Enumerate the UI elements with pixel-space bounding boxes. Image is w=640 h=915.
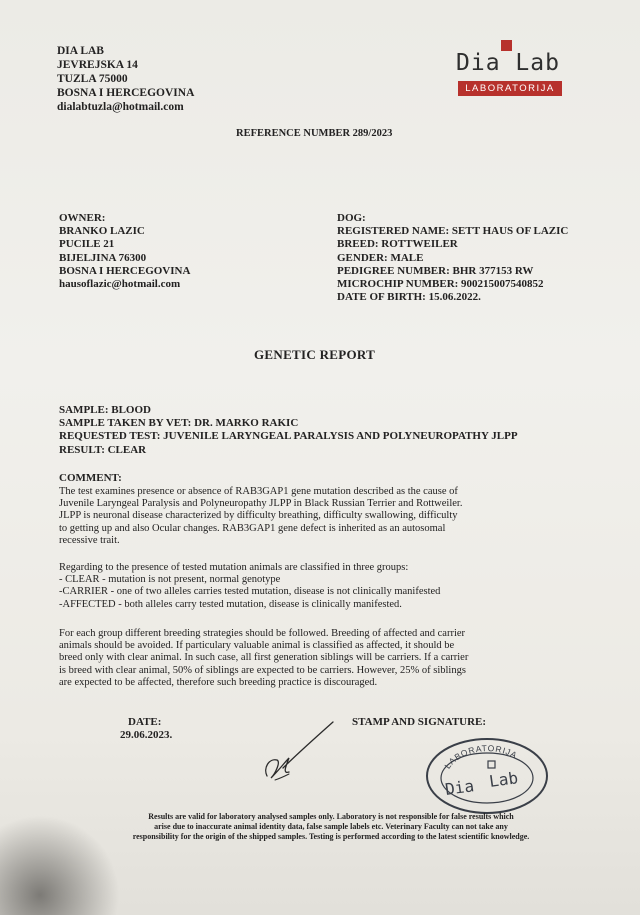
report-title: GENETIC REPORT [254,347,376,362]
paragraph-line: to getting up and also Ocular changes. RAB3GAP1 gene defect is inherited as an autosomal [59,522,446,534]
dog-microchip-number: MICROCHIP NUMBER: 900215007540852 [337,278,544,291]
stamp-ring-text: LABORATORIJA [442,743,520,771]
lab-name: DIA LAB [57,45,104,57]
footer-line: responsibility for the origin of the shipped samples. Testing is performed according to the latest scientific knowledge. [132,832,530,841]
owner-name: BRANKO LAZIC [59,225,145,238]
dog-date-of-birth: DATE OF BIRTH: 15.06.2022. [337,291,481,304]
paragraph-line: For each group different breeding strategies should be followed. Breeding of affected and carrier [59,628,466,639]
sample-type: SAMPLE: BLOOD [59,404,151,416]
owner-heading: OWNER: [59,212,106,224]
reference-number: REFERENCE NUMBER 289/2023 [236,128,393,139]
paragraph-line: recessive trait. [59,534,120,546]
dog-registered-name: REGISTERED NAME: SETT HAUS OF LAZIC [337,225,569,238]
comment-paragraph-1 [59,486,462,547]
date-label: DATE: [128,716,162,728]
paragraph-line: is breed with clear animal, 50% of siblings are expected to be carriers. However, 25% of siblings [59,664,466,676]
requested-test: REQUESTED TEST: JUVENILE LARYNGEAL PARALYSIS AND POLYNEUROPATHY JLPP [59,430,518,443]
paragraph-line: - CLEAR - mutation is not present, normal genotype [59,574,281,586]
footer-line: Results are valid for laboratory analysed samples only. Laboratory is not responsible for false results which [148,812,514,821]
footer-disclaimer [96,812,566,842]
logo-subtitle-bar: LABORATORIJA [458,81,562,96]
svg-text:LABORATORIJA [442,743,519,771]
paragraph-line: Regarding to the presence of tested mutation animals are classified in three groups: [59,562,409,573]
logo-word-dia: Dia [456,50,501,76]
lab-stamp [424,733,550,815]
paragraph-line: The test examines presence or absence of RAB3GAP1 gene mutation described as the cause of [59,486,458,497]
comment-heading: COMMENT: [59,472,122,484]
paragraph-line: are expected to be affected, therefore such breeding practice is discouraged. [59,676,378,688]
stamp-word-dia: Dia [443,776,476,799]
stamp-word-lab: Lab [487,768,520,791]
stamp-square [488,761,495,768]
dog-pedigree-number: PEDIGREE NUMBER: BHR 377153 RW [337,264,534,277]
dog-heading: DOG: [337,212,366,224]
paragraph-line: animals should be avoided. If particulary valuable animal is classified as affected, it should be [59,640,455,652]
dog-gender: GENDER: MALE [337,251,424,264]
lab-city: TUZLA 75000 [57,73,128,85]
lab-street: JEVREJSKA 14 [57,59,138,71]
owner-email: hausoflazic@hotmail.com [59,278,181,291]
owner-street: PUCILE 21 [59,238,115,251]
comment-paragraph-2 [59,562,440,611]
owner-block [59,212,190,291]
lab-address-block [57,44,194,114]
dog-breed: BREED: ROTTWEILER [337,238,458,251]
sample-vet: SAMPLE TAKEN BY VET: DR. MARKO RAKIC [59,417,299,430]
paragraph-line: Juvenile Laryngeal Paralysis and Polyneuropathy JLPP in Black Russian Terrier and Rottweiler. [59,498,463,510]
test-result: RESULT: CLEAR [59,443,147,456]
paragraph-line: JLPP is neuronal disease characterized by difficulty breathing, difficulty swallowing, difficulty [59,510,458,522]
lab-email: dialabtuzla@hotmail.com [57,101,184,113]
stamp-signature-label: STAMP AND SIGNATURE: [352,716,487,728]
dog-block [337,212,568,304]
dia-lab-logo [452,40,572,98]
paragraph-line: breed only with clear animal. In such case, all first generation siblings will be carriers. If a carrier [59,652,469,664]
sample-block [59,404,518,457]
paragraph-line: -CARRIER - one of two alleles carries tested mutation, disease is not clinically manifested [59,586,441,598]
date-value: 29.06.2023. [120,729,173,741]
comment-paragraph-3 [59,628,468,689]
footer-line: arise due to inaccurate animal identity data, false sample labels etc. Veterinary Faculty can not take any [154,822,508,831]
owner-country: BOSNA I HERCEGOVINA [59,264,191,277]
paragraph-line: -AFFECTED - both alleles carry tested mutation, disease is clinically manifested. [59,598,402,610]
logo-wordmark [456,50,560,76]
logo-word-lab: Lab [515,50,560,76]
lab-country: BOSNA I HERCEGOVINA [57,87,195,99]
handwritten-signature [255,718,345,788]
owner-city: BIJELJINA 76300 [59,251,147,264]
